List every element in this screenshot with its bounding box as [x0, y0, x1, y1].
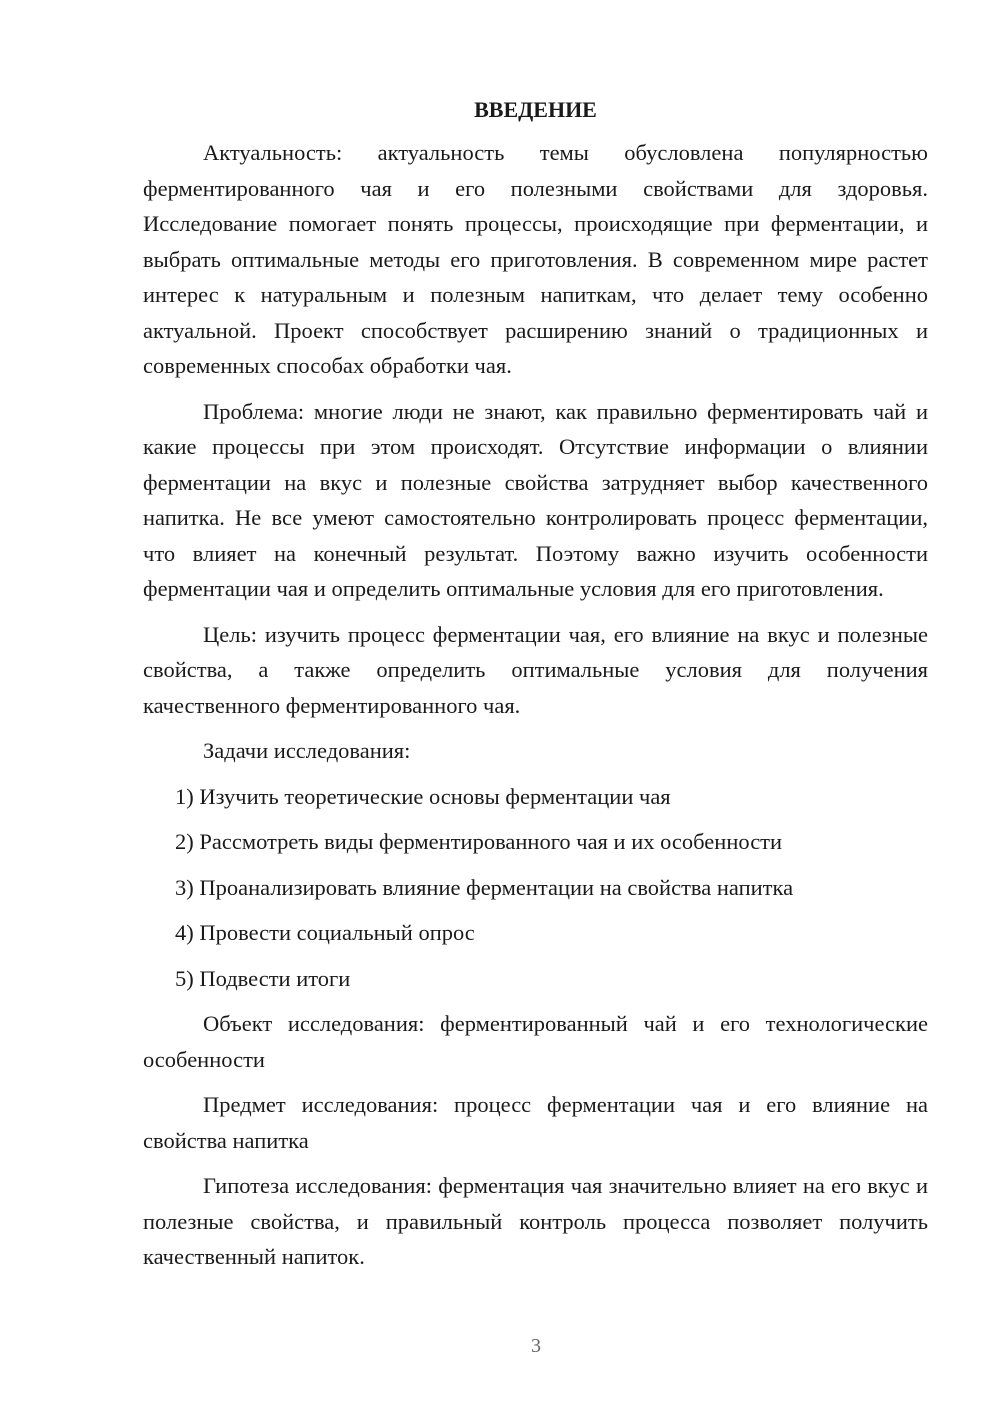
relevance-paragraph: Актуальность: актуальность темы обусловлена популярностью ферментированного чая и его полезными свойствами для здоровья. Исследование помогает понять процессы, происходящие при ферментации, и выбрать оптимальные методы его приготовления. В современном мире растет интерес к натуральным и полезным напиткам, что делает тему особенно актуальной. Проект способствует расширению знаний о традиционных и современных способах обработки чая.: [143, 140, 928, 378]
page-content: [143, 95, 928, 1285]
tasks-title: Задачи исследования:: [203, 738, 411, 763]
page-heading: ВВЕДЕНИЕ: [474, 97, 597, 122]
page-number: 3: [531, 1335, 541, 1357]
task-item-4: 4) Провести социальный опрос: [175, 920, 475, 945]
task-item-2: 2) Рассмотреть виды ферментированного чая и их особенности: [175, 829, 783, 854]
task-item-1: 1) Изучить теоретические основы ферментации чая: [175, 783, 671, 809]
subject-paragraph: Предмет исследования: процесс ферментации чая и его влияние на свойства напитка: [143, 1092, 928, 1153]
problem-paragraph: Проблема: многие люди не знают, как правильно ферментировать чай и какие процессы при этом происходят. Отсутствие информации о влиянии ферментации на вкус и полезные свойства затрудняет выбор качественного напитка. Не все умеют самостоятельно контролировать процесс ферментации, что влияет на конечный результат. Поэтому важно изучить особенности ферментации чая и определить оптимальные условия для его приготовления.: [143, 398, 928, 601]
tasks-list: [143, 779, 928, 997]
goal-paragraph: Цель: изучить процесс ферментации чая, его влияние на вкус и полезные свойства, а также определить оптимальные условия для получения качественного ферментированного чая.: [143, 621, 928, 718]
task-item-5: 5) Подвести итоги: [175, 965, 351, 991]
object-paragraph: Объект исследования: ферментированный чай и его технологические особенности: [143, 1011, 928, 1072]
task-item-3: 3) Проанализировать влияние ферментации на свойства напитка: [175, 874, 794, 900]
hypothesis-paragraph: Гипотеза исследования: ферментация чая значительно влияет на его вкус и полезные свойства, и правильный контроль процесса позволяет получить качественный напиток.: [143, 1173, 928, 1269]
